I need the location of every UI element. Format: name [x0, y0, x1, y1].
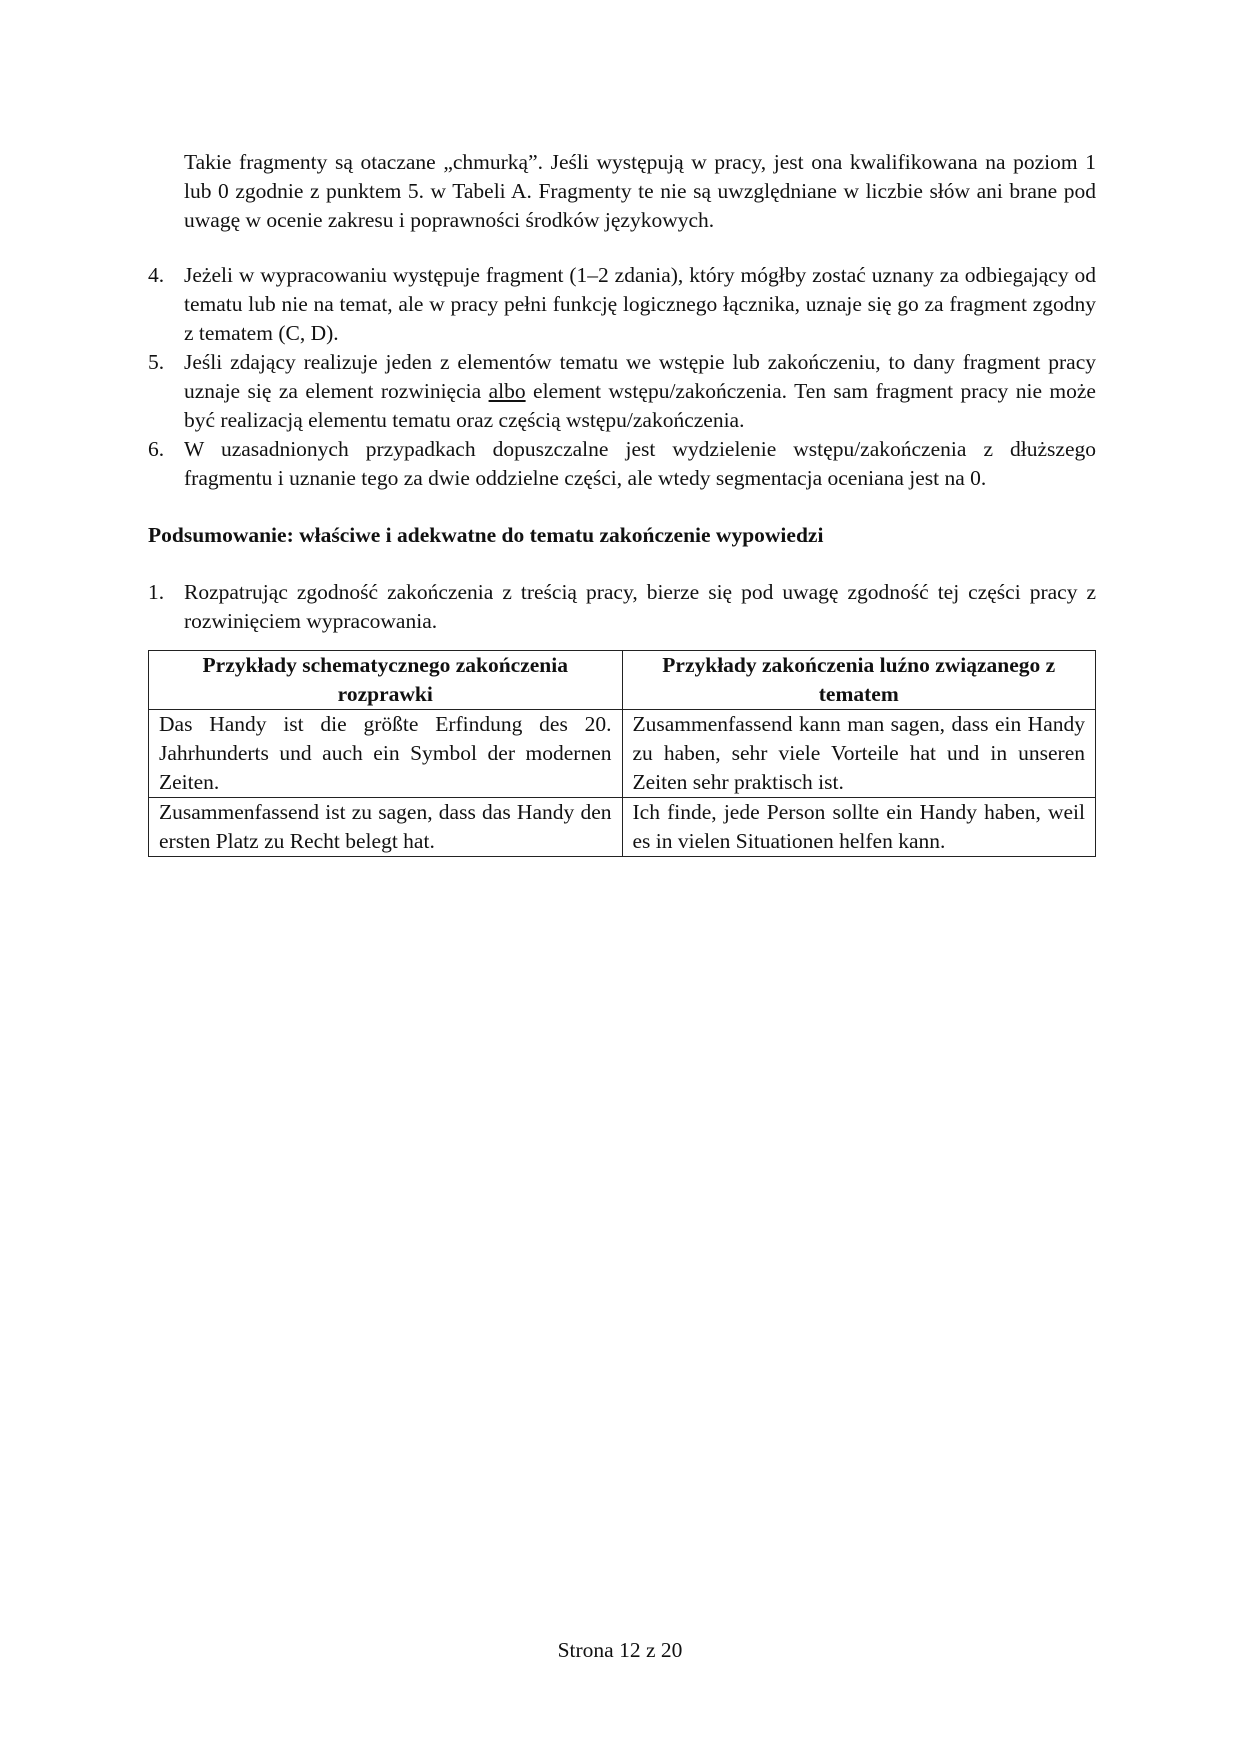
table-row	[149, 798, 1096, 857]
examples-table	[148, 650, 1096, 857]
table-header-cell: Przykłady zakończenia luźno związanego z tematem	[622, 651, 1096, 710]
table-cell: Das Handy ist die größte Erfindung des 20. Jahrhunderts und auch ein Symbol der modernen Zeiten.	[149, 710, 623, 798]
list-item-text: Jeżeli w wypracowaniu występuje fragment (1–2 zdania), który mógłby zostać uznany za odbiegający od tematu lub nie na temat, ale w pracy pełni funkcję logicznego łącznika, uznaje się go za fragment zgodny z tematem (C, D).	[184, 263, 1096, 345]
table-cell: Zusammenfassend kann man sagen, dass ein Handy zu haben, sehr viele Vorteile hat und in unseren Zeiten sehr praktisch ist.	[622, 710, 1096, 798]
table-header-row	[149, 651, 1096, 710]
list-item-text	[184, 350, 1096, 432]
list-item-text: W uzasadnionych przypadkach dopuszczalne jest wydzielenie wstępu/zakończenia z dłuższego fragmentu i uznanie tego za dwie oddzielne części, ale wtedy segmentacja oceniana jest na 0.	[184, 437, 1096, 490]
list-item	[148, 435, 1096, 493]
document-page	[148, 148, 1096, 857]
list-item-text: Rozpatrując zgodność zakończenia z treścią pracy, bierze się pod uwagę zgodność tej części pracy z rozwinięciem wypracowania.	[184, 580, 1096, 633]
list-item-number: 6.	[148, 437, 165, 461]
list-item-number: 4.	[148, 263, 165, 287]
list-item	[148, 348, 1096, 435]
list-item-text-before: Jeśli zdający realizuje jeden z elementów tematu we wstępie lub zakończeniu, to dany fragment pracy uznaje się za element rozwinięcia	[184, 350, 1096, 403]
intro-paragraph: Takie fragmenty są otaczane „chmurką”. Jeśli występują w pracy, jest ona kwalifikowana na poziom 1 lub 0 zgodnie z punktem 5. w Tabeli A. Fragmenty te nie są uwzględniane w liczbie słów ani brane pod uwagę w ocenie zakresu i poprawności środków językowych.	[184, 150, 1096, 232]
underlined-word: albo	[488, 379, 526, 403]
list-item-number: 5.	[148, 350, 165, 374]
list-item-text-after: element wstępu/zakończenia. Ten sam fragment pracy nie może być realizacją elementu tematu oraz częścią wstępu/zakończenia.	[184, 379, 1096, 432]
summary-list	[148, 578, 1096, 636]
list-item	[148, 261, 1096, 348]
table-row	[149, 710, 1096, 798]
section-heading: Podsumowanie: właściwe i adekwatne do tematu zakończenie wypowiedzi	[148, 523, 824, 547]
list-item	[148, 578, 1096, 636]
page-footer: Strona 12 z 20	[557, 1638, 683, 1662]
table-header-cell: Przykłady schematycznego zakończenia rozprawki	[149, 651, 623, 710]
table-cell: Zusammenfassend ist zu sagen, dass das Handy den ersten Platz zu Recht belegt hat.	[149, 798, 623, 857]
rules-list	[148, 261, 1096, 493]
list-item-number: 1.	[148, 580, 165, 604]
table-cell: Ich finde, jede Person sollte ein Handy haben, weil es in vielen Situationen helfen kann.	[622, 798, 1096, 857]
